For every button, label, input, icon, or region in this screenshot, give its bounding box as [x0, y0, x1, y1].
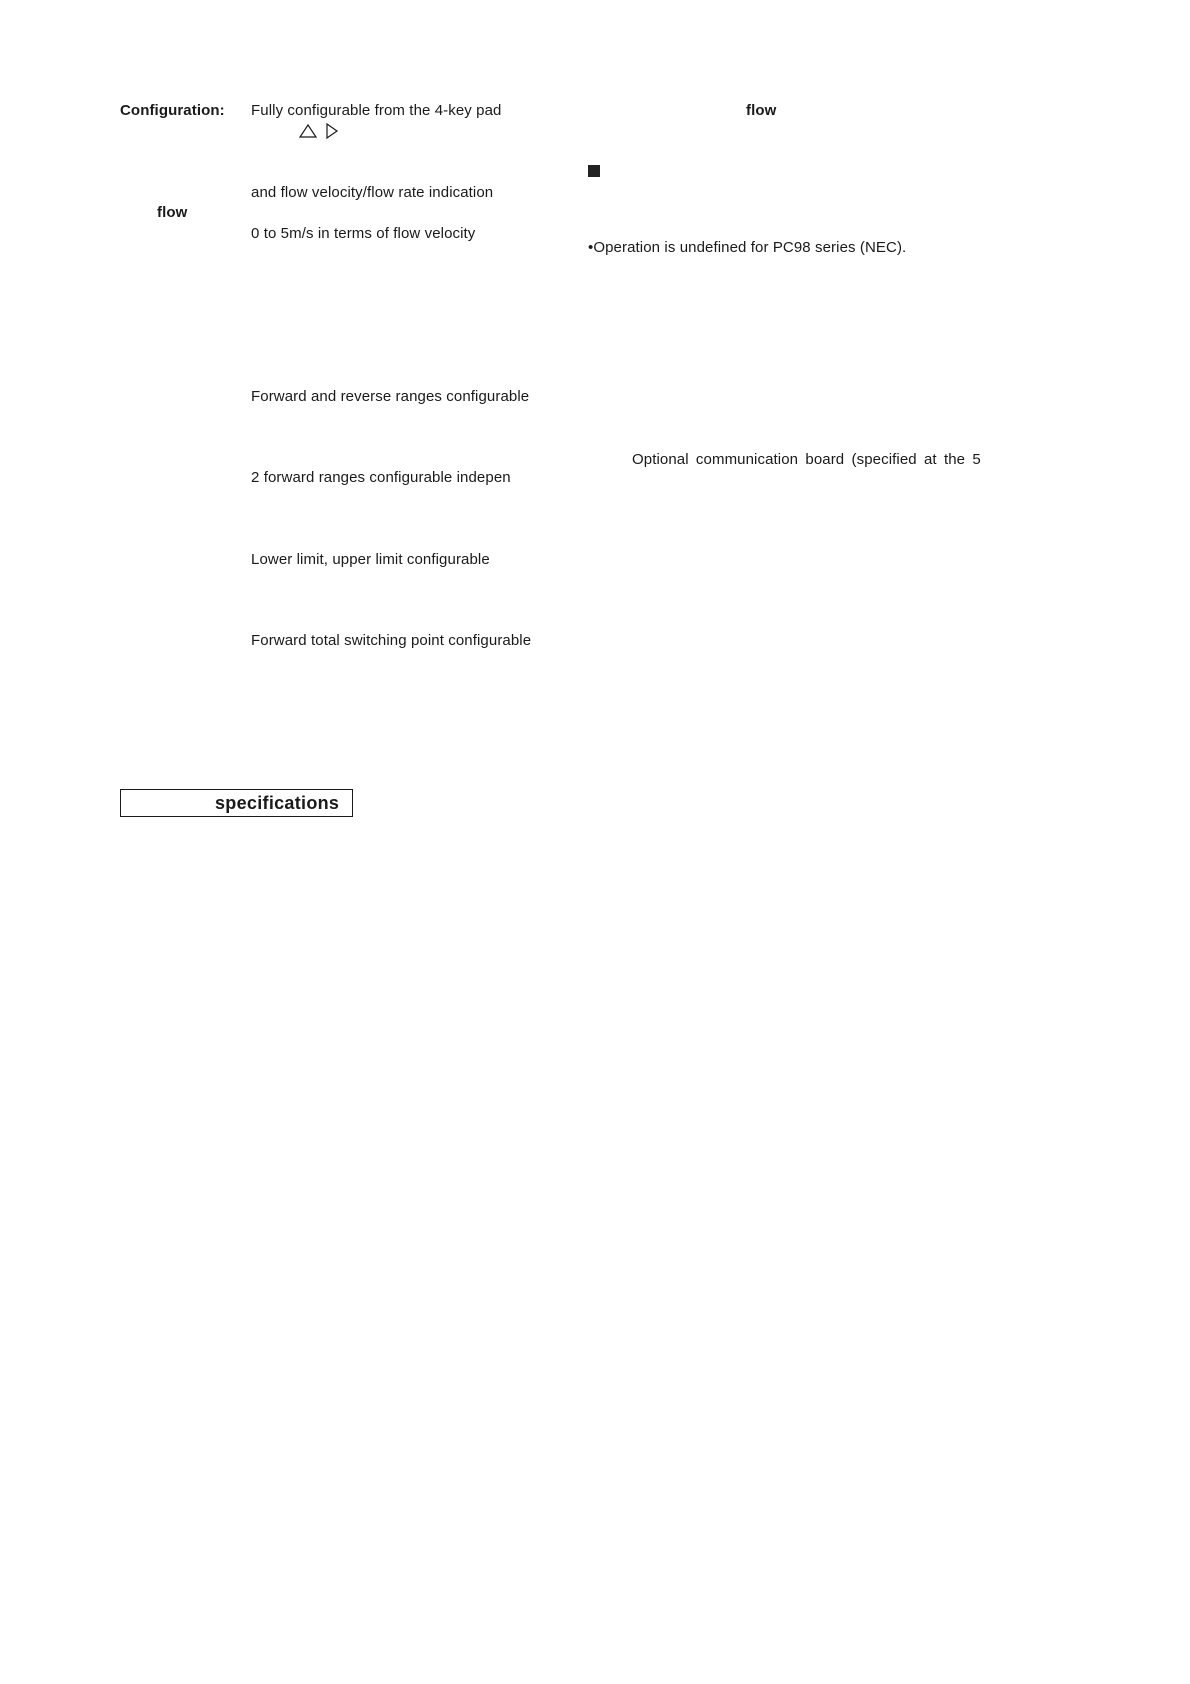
indication-text: and flow velocity/flow rate indication	[251, 184, 494, 201]
forward-ranges: 2 forward ranges configurable indepen	[251, 469, 511, 486]
specifications-section-header	[120, 789, 353, 817]
flow-heading: flow	[746, 102, 777, 119]
up-triangle-icon	[298, 123, 318, 139]
switching-point: Forward total switching point configurable	[251, 632, 532, 649]
flow-label: flow	[157, 204, 188, 221]
optional-board-note: Optional communication board (specified at the 5	[632, 451, 981, 468]
configuration-label: Configuration:	[120, 102, 225, 119]
configuration-value: Fully configurable from the 4-key pad	[251, 102, 502, 119]
specifications-title: specifications	[215, 793, 340, 813]
black-square-icon	[588, 165, 600, 177]
velocity-range: 0 to 5m/s in terms of flow velocity	[251, 225, 476, 242]
operation-note: •Operation is undefined for PC98 series (NEC).	[588, 239, 907, 256]
limits-text: Lower limit, upper limit configurable	[251, 551, 490, 568]
right-triangle-icon	[325, 122, 339, 140]
forward-reverse-ranges: Forward and reverse ranges configurable	[251, 388, 530, 405]
